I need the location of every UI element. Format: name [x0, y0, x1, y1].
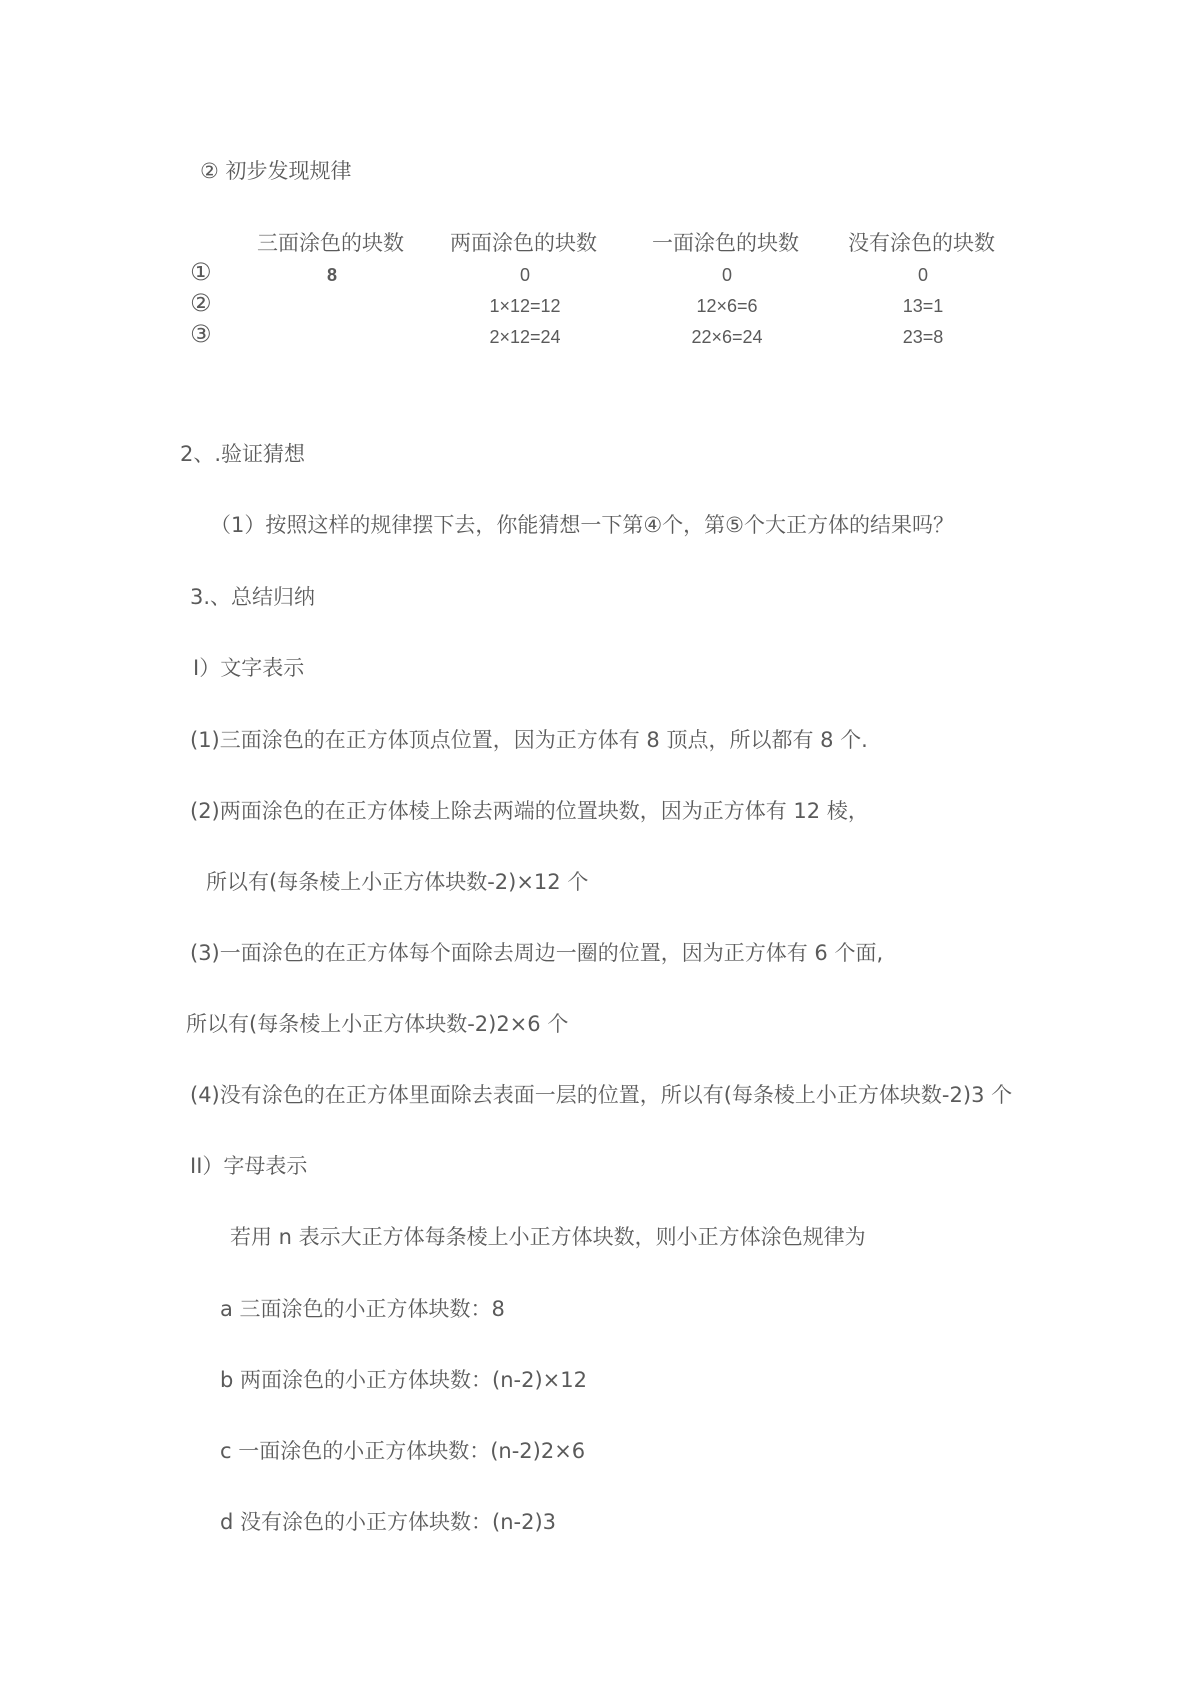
- letter-rule-a: a 三面涂色的小正方体块数：8: [220, 1297, 505, 1321]
- table-cell: 23=8: [902, 327, 944, 347]
- text-rule-3: (3)一面涂色的在正方体每个面除去周边一圈的位置，因为正方体有 6 个面,: [190, 941, 884, 965]
- letter-intro: 若用 n 表示大正方体每条棱上小正方体块数，则小正方体涂色规律为: [230, 1225, 866, 1249]
- heading-verify: 2、.验证猜想: [180, 442, 306, 466]
- letter-representation-title: II）字母表示: [190, 1154, 308, 1178]
- letter-rule-b: b 两面涂色的小正方体块数：(n-2)×12: [220, 1368, 587, 1392]
- table-cell: 0: [721, 265, 732, 285]
- section-step-heading: ② 初步发现规律: [200, 159, 352, 183]
- text-rule-3-continued: 所以有(每条棱上小正方体块数-2)2×6 个: [186, 1012, 569, 1036]
- table-row-mark: ③: [190, 320, 212, 348]
- text-representation-title: I）文字表示: [193, 656, 305, 680]
- table-cell: 12×6=6: [696, 296, 758, 316]
- text-rule-2: (2)两面涂色的在正方体棱上除去两端的位置块数，因为正方体有 12 棱，: [190, 799, 869, 823]
- table-cell: 2×12=24: [489, 327, 561, 347]
- table-header-two-faces: 两面涂色的块数: [450, 231, 597, 255]
- table-row-mark: ②: [190, 289, 212, 317]
- heading-summary: 3.、总结归纳: [190, 585, 316, 609]
- table-row-mark: ①: [190, 258, 212, 286]
- table-header-no-face: 没有涂色的块数: [848, 231, 995, 255]
- table-cell: 13=1: [902, 296, 944, 316]
- letter-rule-d: d 没有涂色的小正方体块数：(n-2)3: [220, 1510, 556, 1534]
- table-cell: 22×6=24: [691, 327, 763, 347]
- table-cell: 1×12=12: [489, 296, 561, 316]
- table-cell: 8: [326, 265, 337, 285]
- text-rule-4: (4)没有涂色的在正方体里面除去表面一层的位置，所以有(每条棱上小正方体块数-2)3 个: [190, 1083, 1013, 1107]
- text-rule-2-continued: 所以有(每条棱上小正方体块数-2)×12 个: [206, 870, 589, 894]
- table-header-one-face: 一面涂色的块数: [652, 231, 799, 255]
- question-text: （1）按照这样的规律摆下去，你能猜想一下第④个，第⑤个大正方体的结果吗？: [210, 513, 955, 537]
- letter-rule-c: c 一面涂色的小正方体块数：(n-2)2×6: [220, 1439, 586, 1463]
- table-cell: 0: [519, 265, 530, 285]
- table-cell: 0: [917, 265, 928, 285]
- text-rule-1: (1)三面涂色的在正方体顶点位置，因为正方体有 8 顶点，所以都有 8 个.: [190, 728, 868, 752]
- table-header-three-faces: 三面涂色的块数: [257, 231, 404, 255]
